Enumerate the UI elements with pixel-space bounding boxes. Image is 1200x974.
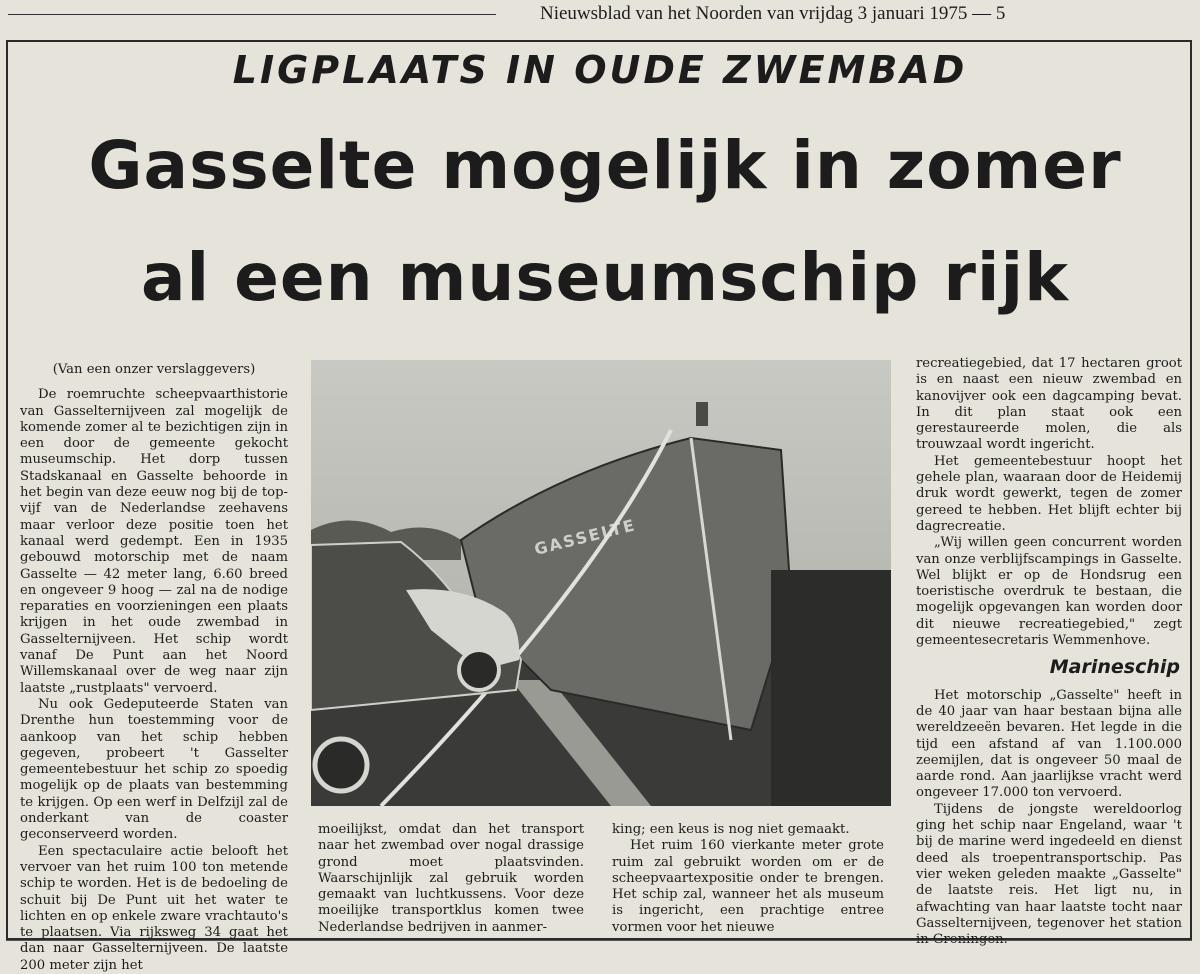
paragraph: „Wij willen geen concurrent worden van onze verblijfscampings in Gasselte. Wel blijkt er op de Hondsrug een toeristische overdruk te bestaan, die mogelijk opgevangen kan worden door dit nieuwe recreatiegebied," zegt gemeentesecretaris Wemmenhove.	[916, 535, 1182, 649]
headline-line-1: Gasselte mogelijk in zomer	[88, 127, 1122, 204]
paragraph: Tijdens de jongste wereldoorlog ging het schip naar Engeland, waar 't bij de marine werd ingedeeld en dienst deed als troepentransportschip. Pas vier weken geleden maakte „Gasselte" de laatste reis. Het ligt nu, in afwachting van haar laatste tocht naar Gasselternijveen, tegenover het station in Groningen.	[916, 801, 1182, 948]
paragraph: Het gemeentebestuur hoopt het gehele plan, waaraan door de Heidemij druk wordt gewerkt, tegen de zomer gereed te hebben. Het blijft echter bij dagrecreatie.	[916, 453, 1182, 534]
paragraph: Het ruim 160 vierkante meter grote ruim zal gebruikt worden om er de scheepvaartexpositie onder te brengen. Het schip zal, wanneer het als museum is ingericht, een prachtige entree vormen voor het nieuwe	[612, 838, 884, 935]
car-wheel	[459, 650, 499, 690]
headline-line-2: al een museumschip rijk	[140, 239, 1070, 316]
ship-mast	[696, 402, 708, 426]
paragraph: Een spectaculaire actie belooft het vervoer van het ruim 100 ton metende schip te worden. Het is de bedoeling de schuit bij De Punt uit het water te lichten en op enkele zware vrachtauto's te plaatsen. Via rijksweg 34 gaat het dan naar Gasselternijveen. De laatste 200 meter zijn het	[20, 843, 288, 973]
ship-photo	[311, 360, 891, 806]
column-4	[916, 356, 1182, 948]
paragraph: moeilijkst, omdat dan het transport naar het zwembad over nogal drassige grond moet plaatsvinden. Waarschijnlijk zal gebruik worden gemaakt van luchtkussens. Voor deze moeilijke transportklus komen twee Nederlandse bedrijven in aanmer-	[318, 822, 584, 935]
subhead-marineschip: Marineschip	[1049, 656, 1180, 679]
column-3	[612, 822, 884, 936]
car-wheel	[315, 739, 367, 791]
kicker-headline: LIGPLAATS IN OUDE ZWEMBAD	[232, 48, 968, 92]
paragraph: recreatiegebied, dat 17 hectaren groot is en naast een nieuw zwembad en kanovijver ook een dagcamping bevat. In dit plan staat ook een gerestaureerde molen, die als trouwzaal wordt ingericht.	[916, 356, 1182, 453]
column-1	[20, 362, 288, 974]
paragraph: Het motorschip „Gasselte" heeft in de 40 jaar van haar bestaan bijna alle wereldzeeën bevaren. Het legde in die tijd een afstand af van 1.100.000 zeemijlen, dat is ongeveer 50 maal de aarde rond. Aan jaarlijkse vracht werd ongeveer 17.000 ton vervoerd.	[916, 687, 1182, 801]
photo-boat-right	[771, 570, 891, 806]
main-headline	[20, 110, 1190, 334]
masthead-rule	[8, 14, 496, 15]
paragraph: king; een keus is nog niet gemaakt.	[612, 822, 850, 837]
byline: (Van een onzer verslaggevers)	[52, 362, 256, 377]
paragraph: Nu ook Gedeputeerde Staten van Drenthe hun toestemming voor de aankoop van het schip hebben gegeven, probeert 't Gasselter gemeentebestuur het schip zo spoedig mogelijk op de plaats van bestemming te krijgen. Op een werf in Delfzijl zal de onderkant van de coaster geconserveerd worden.	[20, 696, 288, 843]
bottom-rule	[6, 940, 1192, 941]
ship-name-label: GASSELTE	[532, 515, 639, 559]
paragraph: De roemruchte scheepvaarthistorie van Gasselternijveen zal mogelijk de komende zomer al te bezichtigen zijn in een door de gemeente gekocht museumschip. Het dorp tussen Stadskanaal en Gasselte behoorde in het begin van deze eeuw nog bij de top-vijf van de Nederlandse zeehavens maar verloor deze positie toen het kanaal werd gedempt. Een in 1935 gebouwd motorschip met de naam Gasselte — 42 meter lang, 6.60 breed en ongeveer 9 hoog — zal na de nodige reparaties en voorzieningen een plaats krijgen in het oude zwembad in Gasselternijveen. Het schip wordt vanaf De Punt aan het Noord Willemskanaal over de weg naar zijn laatste „rustplaats" vervoerd.	[20, 387, 288, 696]
column-2	[318, 822, 584, 936]
masthead: Nieuwsblad van het Noorden van vrijdag 3 januari 1975 — 5	[540, 3, 1006, 24]
